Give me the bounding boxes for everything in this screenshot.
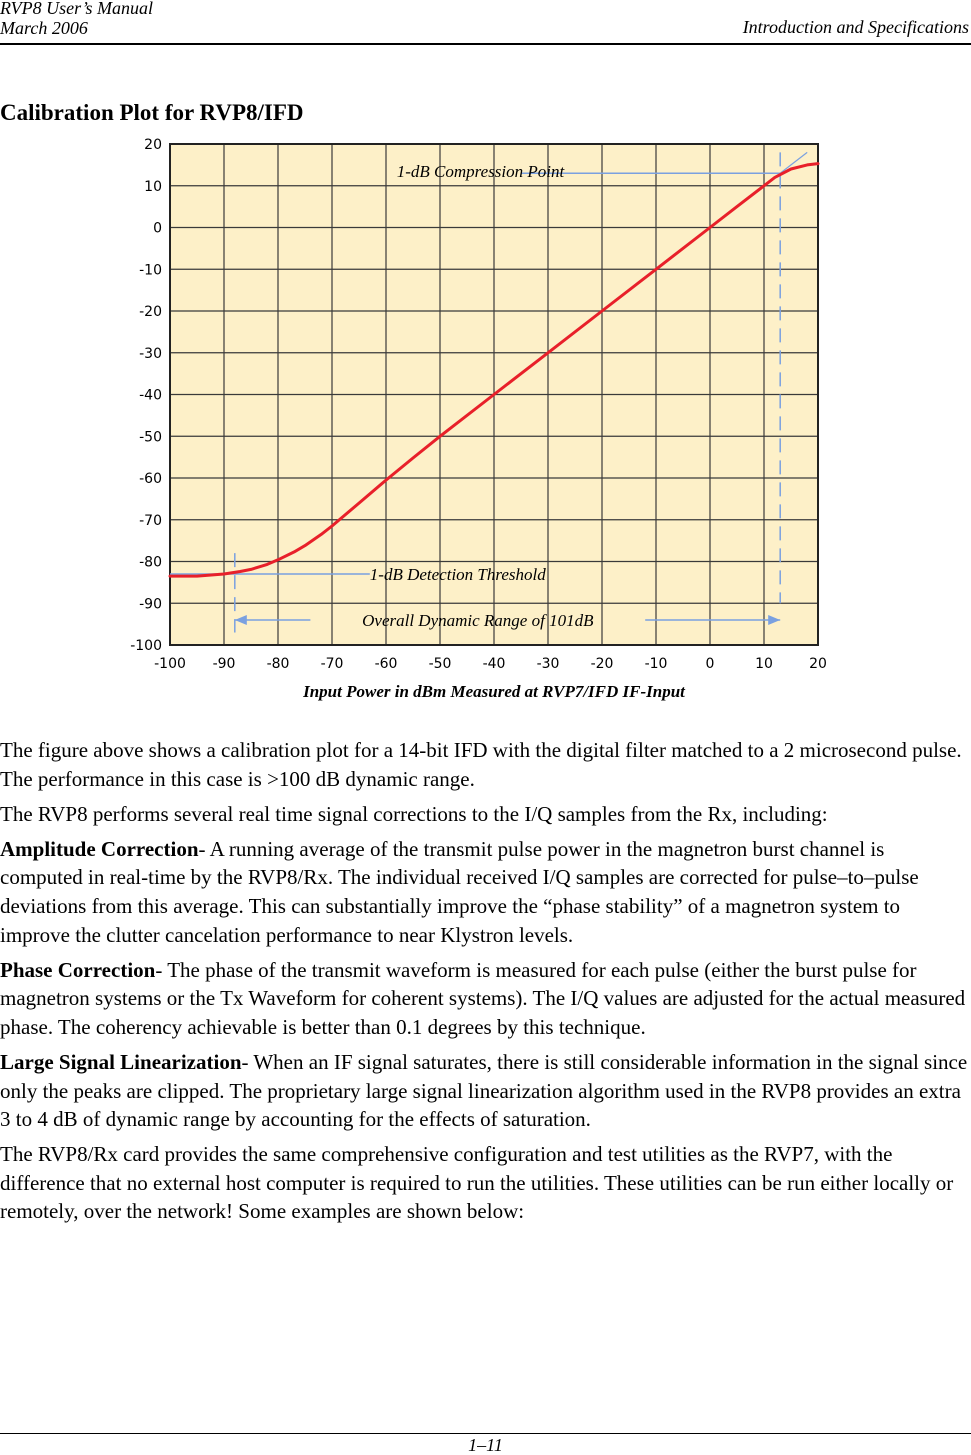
y-tick-label: 0 xyxy=(153,220,162,237)
paragraph-amplitude-correction: Amplitude Correction- A running average of the transmit pulse power in the magnetron burst channel is computed in real-time by the RVP8/Rx. The individual received I/Q samples are corrected for pulse–to–pulse deviations from this average. This can substantially improve the “phase stability” of a magnetron system to improve the clutter cancelation performance to near Klystron levels. xyxy=(0,836,919,947)
x-tick-label: -90 xyxy=(212,656,236,672)
x-tick-label: -30 xyxy=(536,656,560,672)
y-tick-label: -60 xyxy=(139,471,162,487)
y-tick-label: -30 xyxy=(139,345,162,362)
y-tick-label: -40 xyxy=(139,387,162,404)
x-tick-label: -70 xyxy=(320,656,344,672)
paragraph-corrections-intro: The RVP8 performs several real time signal corrections to the I/Q samples from the Rx, including: xyxy=(0,801,828,826)
y-tick-label: -80 xyxy=(139,554,162,571)
chapter-title: Introduction and Specifications xyxy=(742,17,969,37)
term-amplitude-correction: Amplitude Correction xyxy=(0,836,199,861)
y-tick-label: -20 xyxy=(139,304,162,320)
y-tick-label: 10 xyxy=(144,178,162,195)
paragraph-figure-description: The figure above shows a calibration plot for a 14-bit IFD with the digital filter matched to a 2 microsecond pulse. The performance in this case is >100 dB dynamic range. xyxy=(0,738,962,791)
compression-point-label: 1-dB Compression Point xyxy=(396,162,565,182)
x-tick-label: -50 xyxy=(428,656,452,672)
x-tick-label: 0 xyxy=(705,656,715,672)
footer-rule xyxy=(0,1433,971,1434)
x-tick-label: -80 xyxy=(266,656,290,672)
detection-threshold-label: 1-dB Detection Threshold xyxy=(369,565,546,585)
x-tick-label: -40 xyxy=(482,656,506,672)
x-tick-label: -100 xyxy=(154,656,186,672)
term-phase-correction: Phase Correction xyxy=(0,957,156,982)
body-text xyxy=(0,736,971,1233)
paragraph-large-signal-linearization: Large Signal Linearization- When an IF signal saturates, there is still considerable information in the signal since only the peaks are clipped. The proprietary large signal linearization algorithm used in the RVP8 provides an extra 3 to 4 dB of dynamic range by accounting for the effects of saturation. xyxy=(0,1049,968,1132)
running-header-left xyxy=(0,0,153,38)
y-tick-label: -100 xyxy=(130,638,162,654)
paragraph-utilities: The RVP8/Rx card provides the same comprehensive configuration and test utilities as the RVP7, with the difference that no external host computer is required to run the utilities. These utilities can be run either locally or remotely, over the network! Some examples are shown below: xyxy=(0,1142,954,1224)
dynamic-range-label: Overall Dynamic Range of 101dB xyxy=(362,610,594,630)
manual-date: March 2006 xyxy=(0,18,88,38)
y-tick-label: -90 xyxy=(139,596,162,613)
x-tick-label: -60 xyxy=(374,656,398,672)
y-tick-label: 20 xyxy=(144,137,162,153)
header-rule xyxy=(0,43,971,45)
x-tick-label: -20 xyxy=(590,656,614,672)
x-tick-label: 20 xyxy=(809,656,827,672)
y-tick-label: -70 xyxy=(139,512,162,529)
x-tick-label: 10 xyxy=(755,656,773,672)
y-tick-label: -50 xyxy=(139,429,162,446)
x-axis-label: Input Power in dBm Measured at RVP7/IFD IF-Input xyxy=(303,682,685,701)
paragraph-phase-correction: Phase Correction- The phase of the transmit waveform is measured for each pulse (either the burst pulse for magnetron systems or the Tx Waveform for coherent systems). The I/Q values are adjusted for the actual measured phase. The coherency achievable is better than 0.1 degrees by this technique. xyxy=(0,957,966,1039)
x-tick-label: -10 xyxy=(644,656,668,672)
calibration-plot xyxy=(120,133,830,708)
manual-title: RVP8 User’s Manual xyxy=(0,0,153,18)
term-large-signal-linearization: Large Signal Linearization xyxy=(0,1049,242,1074)
section-title: Calibration Plot for RVP8/IFD xyxy=(0,100,304,125)
page-number: 1–11 xyxy=(468,1435,503,1455)
y-tick-label: -10 xyxy=(139,262,162,279)
